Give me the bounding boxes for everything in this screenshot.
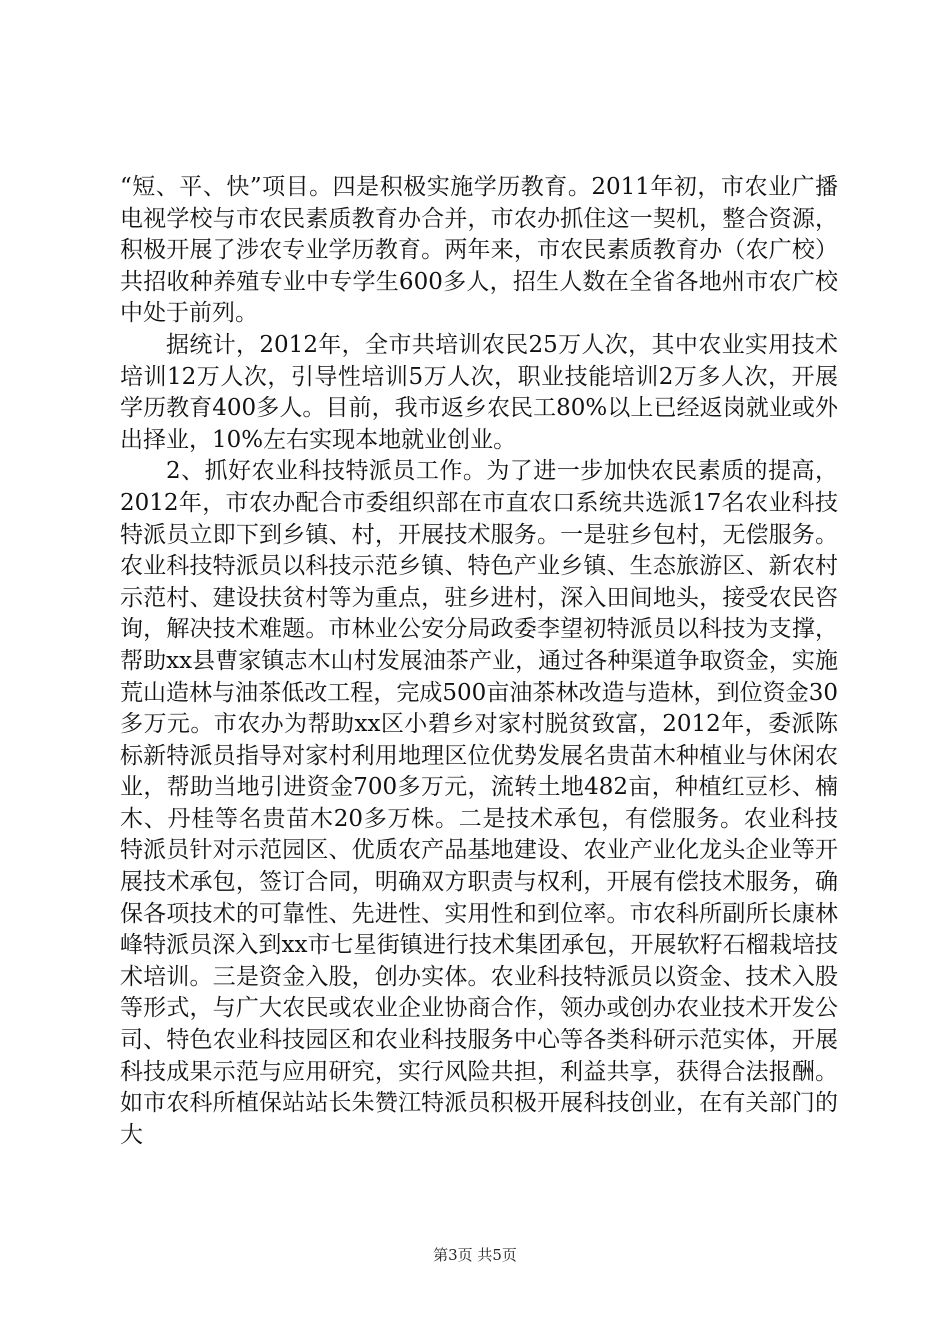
- page-footer: 第3页 共5页: [433, 1246, 517, 1264]
- paragraph-statistics: 据统计，2012年，全市共培训农民25万人次，其中农业实用技术培训12万人次，引导性培训5万人次，职业技能培训2万多人次，开展学历教育400多人。目前，我市返乡农民工80%以上已经返岗就业或外出择业，10%左右实现本地就业创业。: [120, 331, 838, 453]
- document-body: [120, 172, 838, 1151]
- paragraph-continuation: “短、平、快”项目。四是积极实施学历教育。2011年初，市农业广播电视学校与市农民素质教育办合并，市农办抓住这一契机，整合资源，积极开展了涉农专业学历教育。两年来，市农民素质教育办（农广校）共招收种养殖专业中专学生600多人，招生人数在全省各地州市农广校中处于前列。: [120, 174, 838, 327]
- paragraph-tech-commissioners: 2、抓好农业科技特派员工作。为了进一步加快农民素质的提高，2012年，市农办配合市委组织部在市直农口系统共选派17名农业科技特派员立即下到乡镇、村，开展技术服务。一是驻乡包村，无偿服务。农业科技特派员以科技示范乡镇、特色产业乡镇、生态旅游区、新农村示范村、建设扶贫村等为重点，驻乡进村，深入田间地头，接受农民咨询，解决技术难题。市林业公安分局政委李望初特派员以科技为支撑，帮助xx县曹家镇志木山村发展油茶产业，通过各种渠道争取资金，实施荒山造林与油茶低改工程，完成500亩油茶林改造与造林，到位资金30多万元。市农办为帮助xx区小碧乡对家村脱贫致富，2012年，委派陈标新特派员指导对家村利用地理区位优势发展名贵苗木种植业与休闲农业，帮助当地引进资金700多万元，流转土地482亩，种植红豆杉、楠木、丹桂等名贵苗木20多万株。二是技术承包，有偿服务。农业科技特派员针对示范园区、优质农产品基地建设、农业产业化龙头企业等开展技术承包，签订合同，明确双方职责与权利，开展有偿技术服务，确保各项技术的可靠性、先进性、实用性和到位率。市农科所副所长康林峰特派员深入到xx市七星街镇进行技术集团承包，开展软籽石榴栽培技术培训。三是资金入股，创办实体。农业科技特派员以资金、技术入股等形式，与广大农民或农业企业协商合作，领办或创办农业技术开发公司、特色农业科技园区和农业科技服务中心等各类科研示范实体，开展科技成果示范与应用研究，实行风险共担，利益共享，获得合法报酬。如市农科所植保站站长朱赞江特派员积极开展科技创业，在有关部门的大: [120, 458, 838, 1148]
